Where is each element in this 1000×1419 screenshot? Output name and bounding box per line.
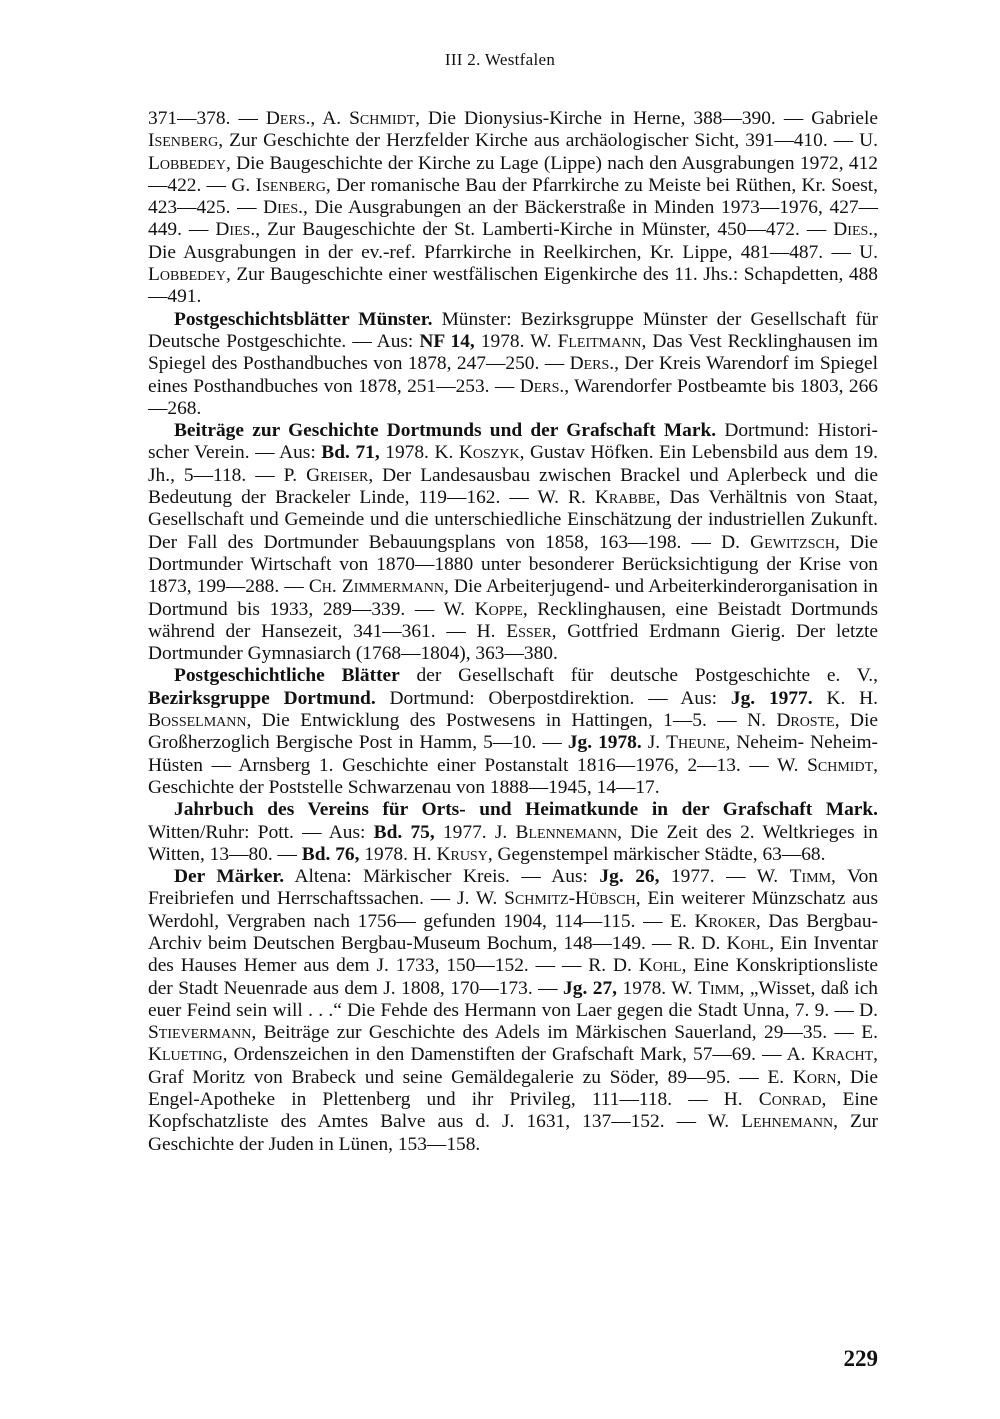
body-text: J. [641, 732, 667, 754]
body-text: , Die Dionysius-Kirche in Herne, 388—390. — Gabriele [415, 108, 879, 129]
page-number: 229 [843, 1346, 878, 1371]
body-text: , Geschichte der Poststelle Schwarzenau von 1888—1945, 14—17. [148, 754, 878, 798]
bold-heading: Jg. 27, [563, 977, 618, 999]
body-text: 1978. H. [359, 843, 437, 865]
author-name: Esser [506, 620, 552, 642]
bold-heading: Jahrbuch des Vereins für Orts- und Heimatkunde in der Grafschaft Mark. [174, 799, 878, 821]
author-name: Klueting [148, 1044, 223, 1066]
body-text: 1977. J. [434, 821, 516, 843]
bibliography-paragraph [148, 665, 878, 799]
author-name: Ch. Zimmermann [308, 576, 444, 598]
bibliography-paragraph [148, 309, 878, 420]
author-name: Kohl [638, 955, 682, 977]
bold-heading: NF 14, [419, 330, 475, 352]
bold-heading: Beiträge zur Geschichte Dortmunds und der Grafschaft Mark. [174, 420, 717, 442]
bibliography-paragraph [148, 108, 878, 309]
body-text: 1978. W. [617, 977, 699, 999]
author-name: Schmitz-Hübsch [504, 888, 636, 910]
author-name: Schmidt [349, 108, 416, 129]
body-text: , Die Engel-Apotheke in Plettenberg und ihr Privileg, 111—118. — H. [148, 1066, 878, 1111]
running-head: III 2. Westfalen [444, 50, 556, 69]
body-text: 1978. W. [474, 330, 558, 352]
body-text: , Die Ausgrabungen in der ev.-ref. Pfarrkirche in Reelkirchen, Kr. Lippe, 481—487. — U. [148, 219, 878, 263]
body-text: , Zur Baugeschichte der St. Lamberti-Kirche in Münster, 450—472. — [255, 219, 834, 241]
bibliography-paragraph [148, 420, 878, 665]
body-text: Witten/Ruhr: Pott. — Aus: [148, 821, 374, 843]
author-name: Krusy [436, 843, 488, 865]
author-name: Stievermann [148, 1022, 252, 1044]
body-text: , Die Ausgrabungen an der Bäckerstraße in Minden 1973—1976, 427—449. — [148, 197, 878, 241]
author-name: Isenberg [148, 130, 219, 152]
body-text: , A. [310, 108, 350, 129]
author-name: Koszyk [458, 442, 520, 464]
bold-heading: Bd. 71, [321, 442, 380, 464]
author-name: Bosselmann [148, 710, 247, 732]
bold-heading: Bezirksgruppe Dortmund. [148, 687, 376, 709]
body-text: , Zur Baugeschichte einer westfälischen Eigenkirche des 11. Jhs.: Schapdetten, 488—491. [148, 264, 878, 308]
body-text: , Die Entwicklung des Postwesens in Hattingen, 1—5. — N. [246, 710, 777, 732]
body-text: , Ein Inventar des Hauses Hemer aus dem J. 1733, 150—152. — — R. D. [148, 932, 878, 977]
author-name: Dies. [263, 197, 304, 219]
author-name: Dies. [215, 219, 256, 241]
author-name: Kracht [811, 1044, 874, 1066]
bibliography-paragraph [148, 799, 878, 866]
body-text: Münster: Bezirksgruppe Münster der Gesellschaft für Deutsche Postgeschichte. — Aus: [148, 308, 878, 352]
author-name: Blennemann [515, 821, 618, 843]
body-text: , Warendorfer Postbeamte bis 1803, 266—268. [148, 375, 878, 419]
body-text: , Der Kreis Warendorf im Spiegel eines Posthandbuches von 1878, 251—253. — [148, 353, 878, 397]
body-text: 1977. — W. [659, 866, 790, 888]
author-name: Droste [776, 710, 835, 732]
body-text: der Gesellschaft für deutsche Postgeschichte e. V., [399, 665, 879, 687]
body-text: , Von Freibriefen und Herrschaftssachen. — J. W. [148, 866, 878, 910]
bold-heading: Der Märker. [174, 866, 285, 888]
body-text: , Gustav Höfken. Ein Lebensbild aus dem 19. Jh., 5—118. — P. [148, 442, 879, 486]
body-text: , Beiträge zur Geschichte des Adels im Märkischen Sauerland, 29—35. — E. [251, 1022, 878, 1044]
body-text: , Das Vest Recklinghausen im Spiegel des Posthandbuches von 1878, 247—250. — [148, 330, 878, 375]
bold-heading: Postgeschichtliche Blätter [174, 665, 400, 687]
body-text: , Das Verhältnis von Staat, Gesellschaft und Gemeinde und die unterschiedliche Einschätzung der industriellen Zukunft. Der Fall des Dortmunder Bebauungsplans von 1858, 163—198. — D. [148, 487, 878, 553]
bold-heading: Bd. 75, [373, 821, 435, 843]
author-name: Korn [792, 1066, 837, 1088]
bold-heading: Postgeschichtsblätter Münster. [174, 308, 433, 330]
body-text: , Die Zeit des 2. Weltkrieges in Witten, 13—80. — [148, 821, 878, 865]
author-name: Gewitzsch [750, 531, 835, 553]
body-text: , Die Baugeschichte der Kirche zu Lage (Lippe) nach den Ausgrabungen 1972, 412—422. — G. [148, 152, 878, 196]
body-text: , Die Großherzoglich Bergische Post in Hamm, 5—10. — [148, 710, 878, 754]
bold-heading: Jg. 26, [599, 866, 660, 888]
body-text: , Ein weiterer Münzschatz aus Werdohl, Vergraben nach 1756— gefunden 1904, 114—115. — E. [148, 888, 878, 932]
body-text: K. H. [812, 687, 878, 709]
body-text: , Gottfried Erdmann Gierig. Der letzte Dortmunder Gymnasiarch (1768—1804), 363—380. [148, 620, 878, 665]
body-text: 371—378. — [148, 108, 266, 129]
body-text: , Gegenstempel märkischer Städte, 63—68. [487, 843, 826, 865]
body-text: , „Wisset, daß ich euer Feind sein will . . .“ Die Fehde des Hermann von Laer gegen die Stadt Unna, 7. 9. — D. [148, 977, 878, 1021]
bold-heading: Jg. 1977. [730, 687, 813, 709]
author-name: Conrad [758, 1089, 822, 1111]
author-name: Timm [789, 866, 832, 888]
body-text: Altena: Märkischer Kreis. — Aus: [284, 866, 600, 888]
body-text: , Eine Konskriptionsliste der Stadt Neuenrade aus dem J. 1808, 170—173. — [148, 955, 879, 999]
body-text: , Der Landesausbau zwischen Brackel und Aplerbeck und die Bedeutung der Brackeler Linde, 119—162. — W. R. [148, 464, 878, 509]
author-name: Ders. [519, 375, 565, 397]
author-name: Timm [698, 977, 740, 999]
author-name: Dies. [833, 219, 874, 241]
author-name: Greiser [306, 464, 369, 486]
bold-heading: Jg. 1978. [567, 732, 642, 754]
bibliography-paragraph [148, 866, 878, 1156]
body-text: , Die Dortmunder Wirtschaft von 1870—1880 unter besonderer Berücksichtigung der Krise von 1873, 199—288. — [148, 531, 878, 598]
body-text: , Zur Geschichte der Juden in Lünen, 153—158. [148, 1111, 878, 1155]
bold-heading: Bd. 76, [301, 843, 360, 865]
body-text: , Recklinghausen, eine Beistadt Dortmunds während der Hansezeit, 341—361. — H. [148, 598, 879, 642]
author-name: Isenberg [255, 174, 326, 196]
bibliography-body [148, 108, 878, 1156]
author-name: Kroker [694, 910, 756, 932]
author-name: Schmidt [807, 754, 874, 776]
body-text: Dortmund: Oberpostdirektion. — Aus: [375, 687, 731, 709]
body-text: , Neheim- Neheim-Hüsten — Arnsberg 1. Geschichte einer Postanstalt 1816—1976, 2—13. — W. [148, 732, 878, 776]
author-name: Krabbe [594, 487, 656, 509]
author-name: Ders. [569, 353, 615, 375]
body-text: , Zur Geschichte der Herzfelder Kirche aus archäologischer Sicht, 391—410. — U. [218, 130, 878, 152]
body-text: , Der romanische Bau der Pfarrkirche zu Meiste bei Rüthen, Kr. Soest, 423—425. — [148, 174, 879, 219]
author-name: Lehnemann [741, 1111, 834, 1133]
body-text: , Graf Moritz von Brabeck und seine Gemäldegalerie zu Söder, 89—95. — E. [148, 1044, 878, 1088]
body-text: 1978. K. [379, 442, 459, 464]
author-name: Lobbedey [148, 152, 226, 174]
author-name: Kohl [726, 932, 770, 954]
author-name: Fleitmann [557, 330, 642, 352]
body-text: , Das Bergbau-Archiv beim Deutschen Bergbau-Museum Bochum, 148—149. — R. D. [148, 910, 878, 954]
author-name: Ders. [265, 108, 311, 129]
body-text: , Eine Kopfschatzliste des Amtes Balve aus d. J. 1631, 137—152. — W. [148, 1089, 879, 1133]
body-text: Dortmund: Historischer Verein. — Aus: [148, 420, 878, 464]
author-name: Koppe [474, 598, 523, 620]
author-name: Lobbedey [148, 264, 226, 286]
author-name: Theune [666, 732, 726, 754]
body-text: , Die Arbeiterjugend- und Arbeiterkinderorganisation in Dortmund bis 1933, 289—339. — W. [148, 576, 878, 620]
body-text: , Ordenszeichen in den Damenstiften der Grafschaft Mark, 57—69. — A. [222, 1044, 812, 1066]
